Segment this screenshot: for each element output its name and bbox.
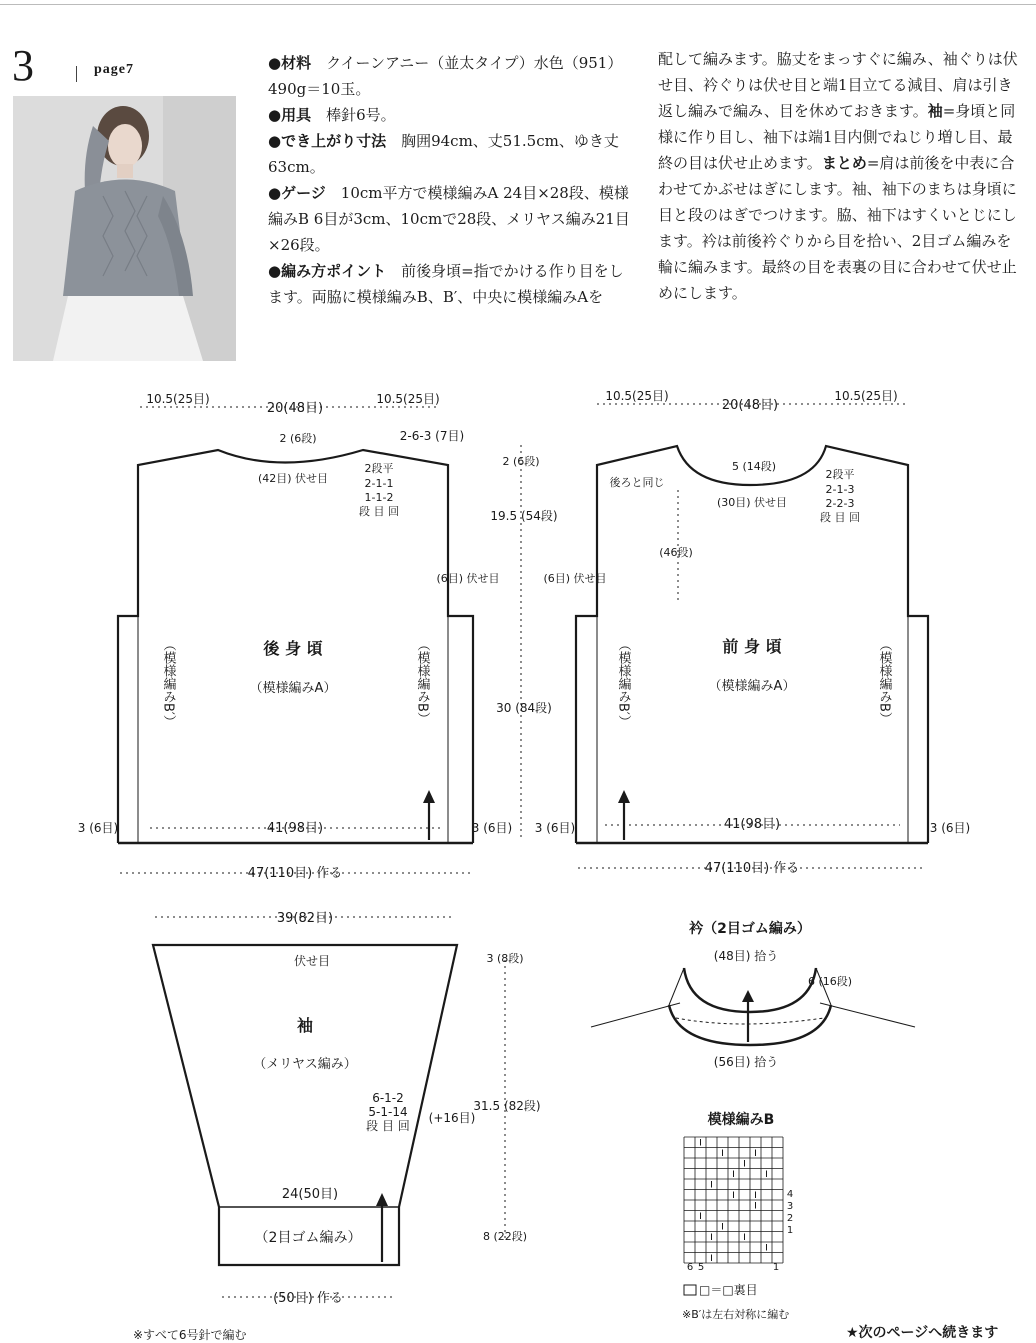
header-separator [76,66,77,82]
chart-b-row-3: 3 [786,1201,794,1212]
chart-b-title: 模様編みB [707,1112,775,1128]
front-neck-dec-2: 2-2-3 [825,497,855,510]
chart-b-note: ※B′は左右対称に編む [682,1308,790,1321]
front-pattern-a: （模様編みA） [708,679,796,694]
back-neck-bindoff: (42目) 伏せ目 [257,472,329,485]
back-title: 後 身 頃 [263,639,323,658]
front-shoulder-left: 10.5(25目) [605,389,669,403]
collar-pickup-bottom: (56目) 拾う [713,1055,779,1069]
body-vertical-measures [490,445,557,840]
schematic-diagrams [0,380,1036,1340]
front-side-right: 3 (6目) [929,821,971,835]
back-shoulder-right: 10.5(25目) [376,392,440,406]
back-hem-width: 41(98目) [266,821,324,836]
footer-note: ※すべて6号針で編む [133,1328,247,1342]
front-side-left: 3 (6目) [534,821,576,835]
chart-b [682,1111,793,1321]
chart-b-row-4: 4 [786,1189,794,1200]
front-cast-on: 47(110目) 作る [704,861,800,876]
back-shoulder-left: 10.5(25目) [146,392,210,406]
chart-b-col-1: 1 [772,1262,780,1273]
sleeve-inc-2: 段 目 回 [366,1119,410,1133]
collar-depth: 6 (16段) [807,975,853,988]
back-pattern-b: （模様編みB） [414,638,430,725]
instructions-right: 配して編みます。脇丈をまっすぐに編み、袖ぐりは伏せ目、衿ぐりは伏せ目と端1目立てる減目、肩は引き返し編みで編み、目を休めておきます。袖=身頃と同様に作り目し、袖下は端1目内側でねじり増し目、最終の目は伏せ止めます。まとめ=肩は前後を中表に合わせてかぶせはぎにします。袖、袖下のまちは身頃に目と段のはぎでつけます。脇、袖下はすくいとじにします。衿は前後衿ぐりから目を拾い、2目ゴム編みを輪に編みます。最終の目を表裏の目に合わせて伏せ止めにします。 [658,50,1018,302]
front-armhole-bindoff: (6目) 伏せ目 [543,572,607,585]
back-shoulder-dec: 2-6-3 (7目) [399,429,465,443]
sleeve-inc-total: (+16目) [428,1111,476,1125]
top-rule [0,4,1036,5]
sleeve-inc-1: 5-1-14 [368,1105,408,1119]
chart-b-row-1: 1 [786,1225,794,1236]
back-side-right: 3 (6目) [471,821,513,835]
front-neck-dec-1: 2-1-3 [825,483,855,496]
back-body-diagram [78,392,512,881]
front-shoulder-right: 10.5(25目) [834,389,898,403]
sleeve-top-width: 39(82目) [276,911,334,926]
collar-pickup-top: (48目) 拾う [713,949,779,963]
back-neck-dec-1: 2-1-1 [364,477,394,490]
front-pattern-b2: （模様編みB′） [615,638,631,728]
back-neck-width: 20(48目) [266,401,324,416]
front-neck-width: 20(48目) [721,398,779,413]
front-neck-center-rows: (46段) [659,546,693,559]
vert-armhole: 19.5 (54段) [490,509,558,523]
chart-b-row-2: 2 [786,1213,794,1224]
back-neck-dec-3: 段 目 回 [359,505,399,518]
front-neck-depth: 5 (14段) [731,460,777,473]
back-neck-depth: 2 (6段) [279,432,317,445]
back-neck-dec-2: 1-1-2 [364,491,394,504]
back-cast-on: 47(110目) 作る [247,866,343,881]
back-neck-dec-0: 2段平 [364,462,394,475]
model-photo [13,96,236,361]
sleeve-cast-on: (50目) 作る [273,1291,343,1306]
back-armhole-bindoff: (6目) 伏せ目 [436,572,500,585]
chart-b-col-6: 6 [686,1262,694,1273]
sleeve-inc-0: 6-1-2 [372,1091,404,1105]
collar-diagram [591,920,915,1069]
front-title: 前 身 頃 [722,637,782,656]
chart-b-col-5: 5 [697,1262,705,1273]
sleeve-top-depth: 3 (8段) [486,952,524,965]
collar-legend: □＝□裏目 [699,1283,758,1297]
vert-side: 30 (84段) [496,701,552,715]
pattern-number: 3 [12,41,34,90]
sleeve-cuff: （2目ゴム編み） [254,1230,362,1246]
front-hem-width: 41(98目) [723,817,781,832]
front-neck-dec-3: 段 目 回 [820,511,860,524]
front-pattern-b: （模様編みB） [876,638,892,725]
front-body-diagram [535,389,970,876]
front-neck-dec-0: 2段平 [825,468,855,481]
sleeve-diagram [153,911,541,1306]
page-reference: page7 [94,62,134,77]
front-neck-bindoff: (30目) 伏せ目 [716,496,788,509]
vert-shoulder: 2 (6段) [502,455,540,468]
back-side-left: 3 (6目) [77,821,119,835]
collar-title: 衿（2目ゴム編み） [689,921,811,937]
sleeve-pattern: （メリヤス編み） [253,1057,357,1072]
sleeve-length: 31.5 (82段) [473,1099,541,1113]
sleeve-title: 袖 [296,1016,314,1035]
back-pattern-a: （模様編みA） [249,681,337,696]
instructions-left: ●材料 クイーンアニー（並太タイプ）水色（951）490g＝10玉。 ●用具 棒針6号。 ●でき上がり寸法 胸囲94cm、丈51.5cm、ゆき丈63cm。 ●ゲージ 10cm平方で模様編みA 24目×28段、模様編みB 6目が3cm、10cmで28段、メリヤス編み21目×26段。 ●編み方ポイント 前後身頃=指でかける作り目をします。両脇に模様編みB、B′、中央に模様編みAを [268,54,630,306]
sleeve-cuff-width: 24(50目) [281,1187,339,1202]
sleeve-bindoff: 伏せ目 [293,954,331,968]
continue-note: ★次のページへ続きます [846,1325,999,1341]
back-pattern-b2: （模様編みB′） [160,638,176,728]
sleeve-outline [153,945,457,1265]
front-same-as-back: 後ろと同じ [609,476,665,489]
sleeve-cuff-depth: 8 (22段) [482,1230,528,1243]
chart-b-grid [684,1137,783,1263]
